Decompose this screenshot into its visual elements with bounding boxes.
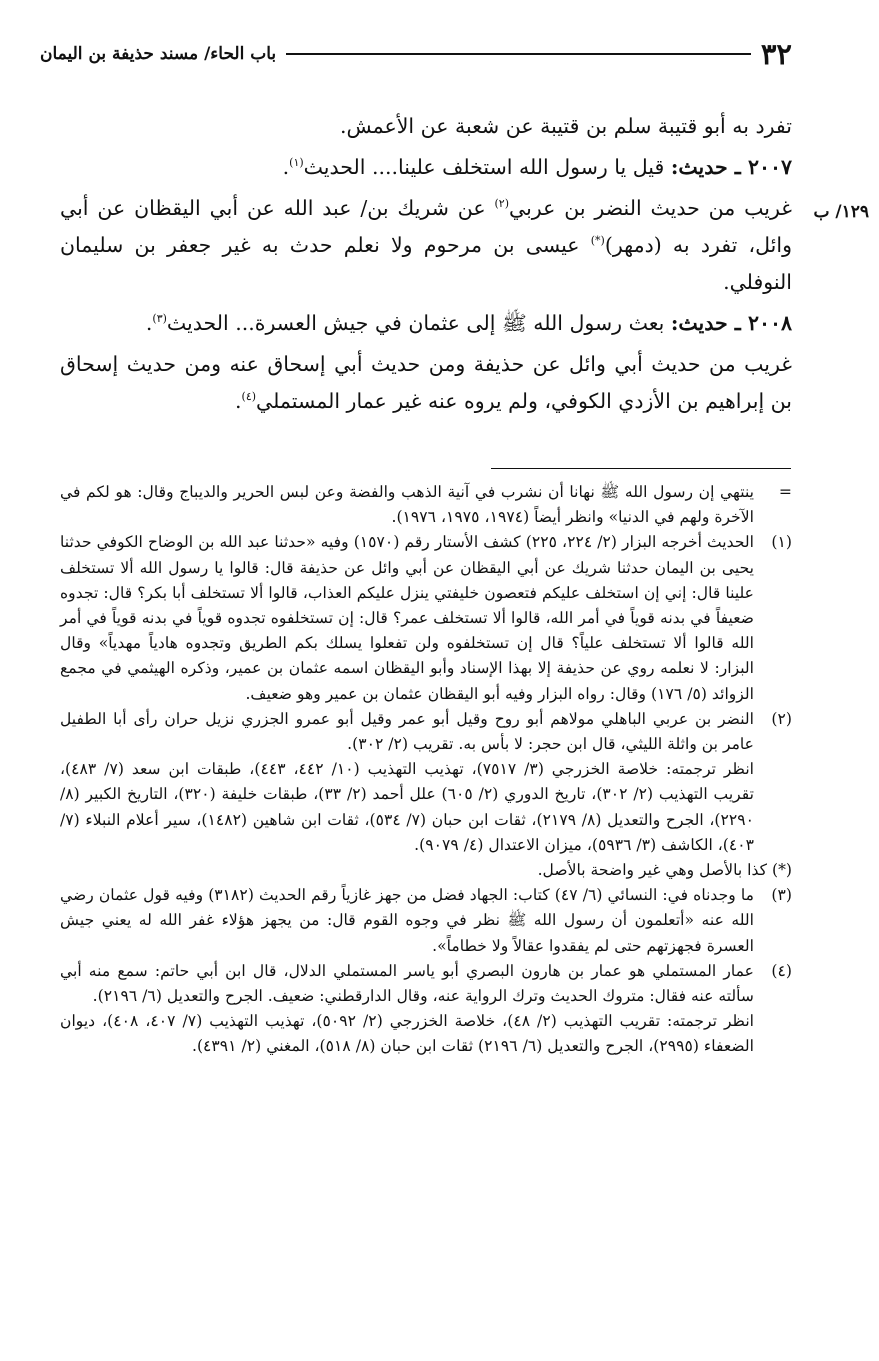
footnote-ref[interactable]: (٤) (241, 390, 257, 404)
footnote-continued (60, 480, 792, 530)
paragraph: تفرد به أبو قتيبة سلم بن قتيبة عن شعبة عن الأعمش. (339, 114, 792, 138)
text-run: غريب من حديث النضر بن عربي (509, 196, 792, 220)
footnote-ref[interactable]: (٢) (494, 197, 510, 211)
footnote-text: الحديث أخرجه البزار (٢/ ٢٢٤، ٢٢٥) كشف الأستار رقم (١٥٧٠) وفيه «حدثنا عبد الله بن الوضاح الكوفي حدثنا يحيى بن اليمان حدثنا شريك عن أبي اليقظان عن أبي وائل عن حذيفة قال: قالوا يا رسول الله ألا تستخلف علينا قال: إني إن استخلف عليكم فتعصون خليفتي ينزل عليكم العذاب، قالوا ألا تستخلف أبا بكر؟ قال: تجدوه ضعيفاً في بدنه قوياً في أمر الله، قالوا ألا تستخلف عمر؟ قال: إن تستخلفوه تجدوه قوياً في بدنه قوياً في أمر الله قالوا ألا تستخلف علياً؟ قال إن تستخلفوه ولن تفعلوا يسلك بكم الطريق وتجدوه هادياً مهدياً» وقال البزار: لا نعلمه روي عن حذيفة إلا بهذا الإسناد وأبو اليقظان اسمه عثمان بن عمير، وذكره الهيثمي في مجمع الزوائد (٥/ ١٧٦) وقال: رواه البزار وفيه أبو اليقظان عثمان بن عمير وهو ضعيف. (60, 533, 754, 703)
footnotes (60, 480, 792, 1060)
text-run: عيسى بن مرحوم ولا نعلم حدث به غير جعفر بن سليمان النوفلي. (60, 233, 792, 294)
footnote-text: ينتهي إن رسول الله ﷺ نهانا أن نشرب في آنية الذهب والفضة وعن لبس الحرير والديباج وقال: هو لكم في الآخرة ولهم في الدنيا» وانظر أيضاً (١٩٧٤، ١٩٧٥، ١٩٧٦). (60, 483, 754, 527)
footnote-ref[interactable]: (*) (590, 234, 605, 248)
footnote-mark: (١) (771, 533, 792, 552)
footnote-text: ما وجدناه في: النسائي (٦/ ٤٧) كتاب: الجهاد فضل من جهز غازياً رقم الحديث (٣١٨٢) وفيه قول عثمان رضي الله عنه «أتعلمون أن رسول الله ﷺ نظر في وجوه القوم قال: من يجهز هؤلاء غفر الله له يعني جيش العسرة فجهزتهم حتى لم يفقدوا عقالاً ولا خطاماً». (60, 886, 754, 955)
footnote-mark: = (778, 483, 792, 501)
footnote-mark: (٤) (771, 961, 792, 980)
footnote-text: انظر ترجمته: خلاصة الخزرجي (٣/ ٧٥١٧)، تهذيب التهذيب (١٠/ ٤٤٢، ٤٤٣)، طبقات ابن سعد (٧/ ٤٨٣)، تقريب التهذيب (٢/ ٣٠٢)، تاريخ الدوري (٢/ ٦٠٥) علل أحمد (٢/ ٣٣)، طبقات خليفة (٣٢٠)، التاريخ الكبير (٨/ ٢٢٩٠)، الجرح والتعديل (٨/ ٢١٧٩)، ثقات ابن حبان (٧/ ٥٣٤)، ثقات ابن شاهين (١٤٨٢)، سير أعلام النبلاء (٧/ ٤٠٣)، الكاشف (٣/ ٥٩٣٦)، ميزان الاعتدال (٤/ ٩٠٧٩). (60, 760, 755, 854)
footnote-2 (60, 707, 792, 858)
main-text (60, 108, 792, 424)
hadith-2008-heading: ٢٠٠٨ ـ حديث: بعث رسول الله ﷺ إلى عثمان في جيش العسرة... الحديث$^{(٣)}$. (145, 311, 792, 335)
hadith-2007-heading: ٢٠٠٧ ـ حديث: قيل يا رسول الله استخلف علينا.... الحديث$^{(١)}$. (282, 155, 792, 179)
paragraph (60, 346, 792, 420)
hadith-text: قيل يا رسول الله استخلف علينا.... الحديث (303, 155, 665, 179)
footnote-star (60, 858, 792, 883)
footnote-text: عمار المستملي هو عمار بن هارون البصري أبو ياسر المستملي الدلال، قال ابن أبي حاتم: سمع منه أبي سألته عنه فقال: متروك الحديث وترك الرواية عنه، وقال الدارقطني: ضعيف. الجرح والتعديل (٦/ ٢١٩٦). (60, 961, 754, 1006)
footnote-1 (60, 530, 792, 706)
hadith-number: ٢٠٠٨ ـ حديث: (670, 311, 792, 335)
footnote-4 (60, 959, 792, 1060)
footnote-mark: (٢) (771, 709, 792, 728)
footnote-text: انظر ترجمته: تقريب التهذيب (٢/ ٤٨)، خلاصة الخزرجي (٢/ ٥٠٩٢)، تهذيب التهذيب (٧/ ٤٠٧، ٤٠٨)، ديوان الضعفاء (٢٩٩٥)، الجرح والتعديل (٦/ ٢١٩٦) ثقات ابن حبان (٨/ ٥١٨)، المغني (٢/ ٤٣٩١). (60, 1012, 755, 1056)
footnote-text: (*) كذا بالأصل وهي غير واضحة بالأصل. (537, 861, 792, 880)
folio-margin-note: ١٢٩/ ب (813, 202, 869, 222)
running-header (40, 38, 792, 70)
footnote-text: النضر بن عربي الباهلي مولاهم أبو روح وقيل أبو عمر وقيل أبو عمرو الجزري نزيل حران رأى أبا الطفيل عامر بن واثلة الليثي، قال ابن حجر: لا بأس به. تقريب (٢/ ٣٠٢). (60, 709, 754, 754)
header-rule (286, 53, 751, 55)
footnote-mark: (٣) (771, 886, 792, 905)
footnote-divider (491, 468, 791, 469)
footnote-ref[interactable]: (١) (289, 156, 304, 170)
hadith-text: بعث رسول الله ﷺ إلى عثمان في جيش العسرة... الحديث (166, 311, 665, 335)
paragraph (60, 190, 792, 301)
hadith-number: ٢٠٠٧ ـ حديث: (670, 155, 792, 179)
running-title: باب الحاء/ مسند حذيفة بن اليمان (40, 44, 277, 64)
footnote-ref[interactable]: (٣) (152, 312, 167, 326)
text-run: عن شريك بن/ عبد الله عن أبي اليقظان عن أبي وائل، تفرد به (دمهر) (60, 196, 792, 257)
footnote-3 (60, 883, 792, 959)
text-run: . (235, 389, 242, 413)
text-run: غريب من حديث أبي وائل عن حذيفة ومن حديث أبي إسحاق عنه ومن حديث إسحاق بن إبراهيم بن الأزدي الكوفي، ولم يروه عنه غير عمار المستملي (60, 352, 792, 413)
page-number: ٣٢ (760, 36, 792, 71)
